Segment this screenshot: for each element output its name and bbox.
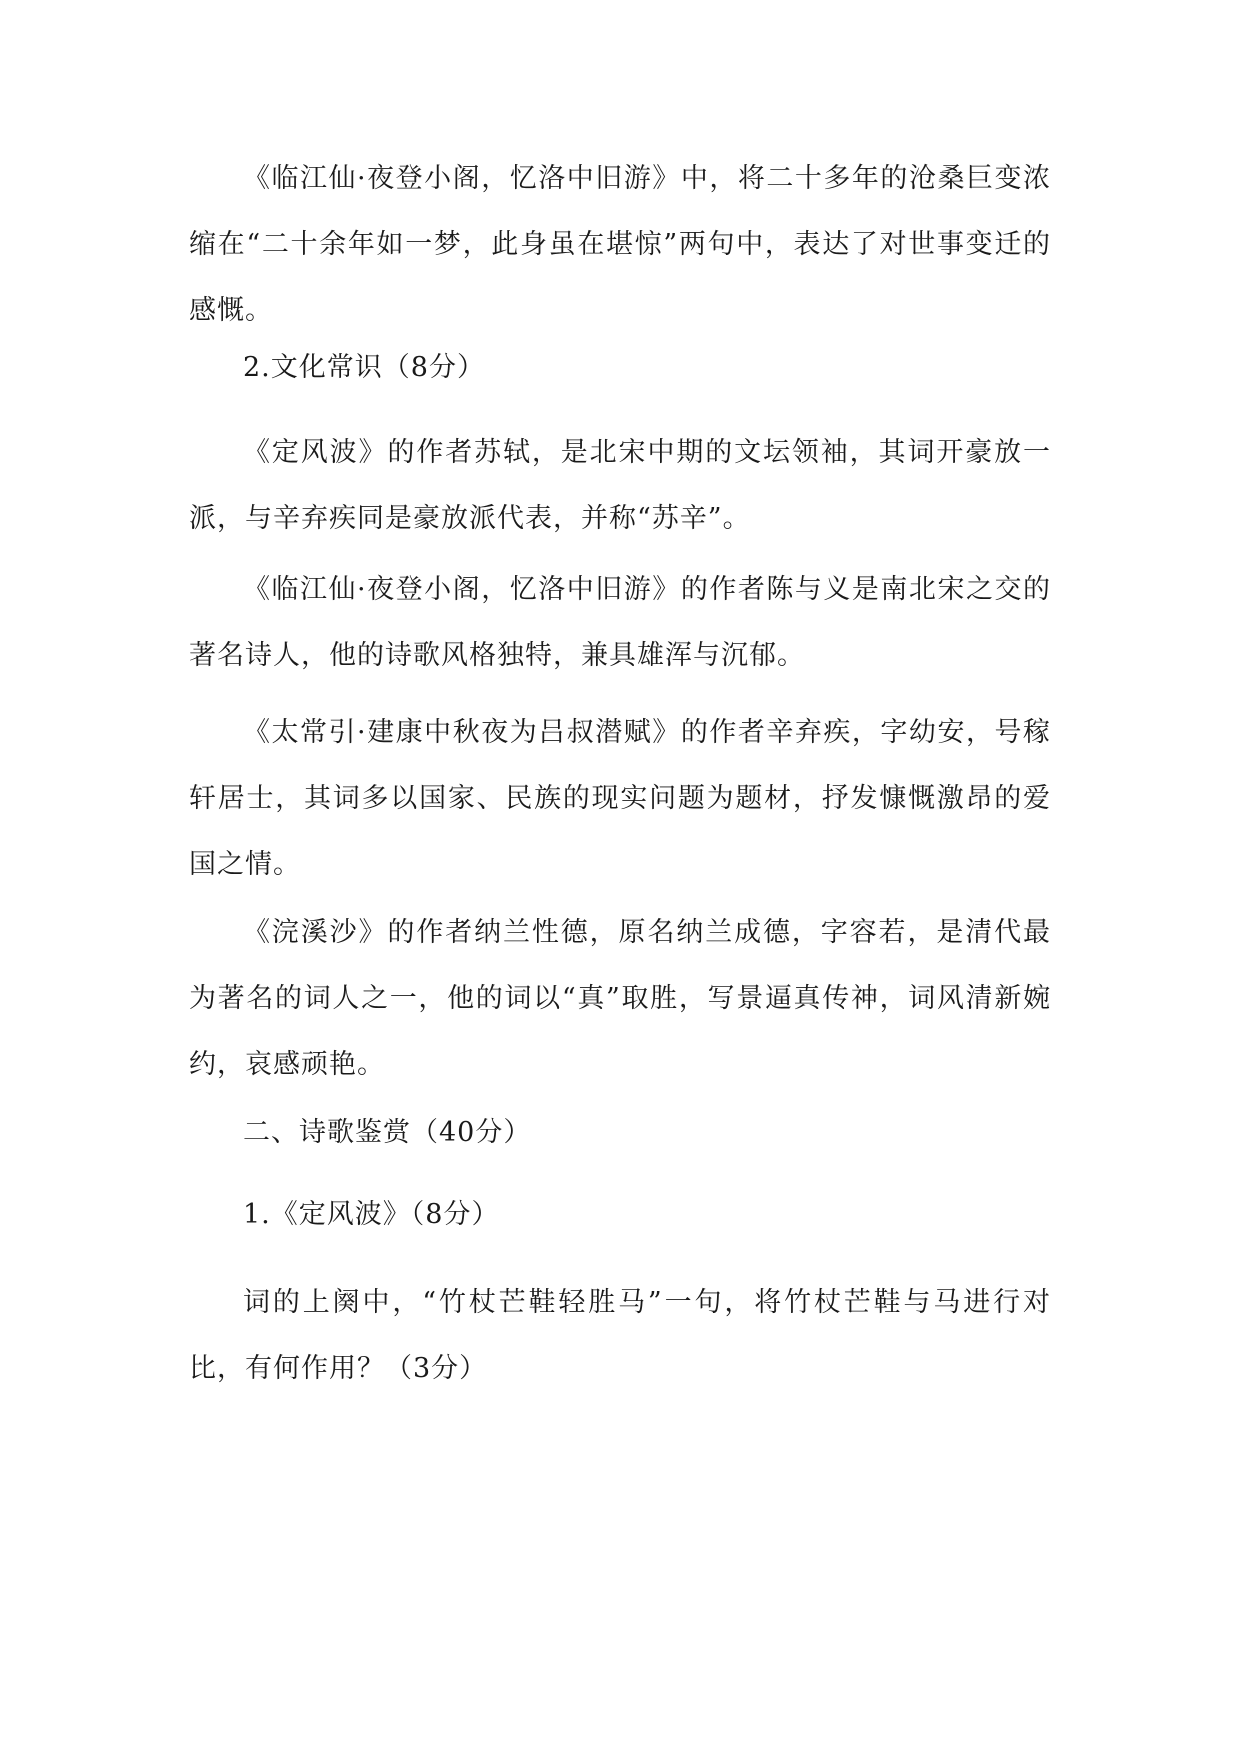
paragraph-nalanxingde-author: 《浣溪沙》的作者纳兰性德，原名纳兰成德，字容若，是清代最为著名的词人之一，他的词以“真”取胜，写景逼真传神，词风清新婉约，哀感顽艳。: [189, 917, 1051, 1080]
paragraph-linjiangxian-summary: 《临江仙·夜登小阁，忆洛中旧游》中，将二十多年的沧桑巨变浓缩在“二十余年如一梦，此身虽在堪惊”两句中，表达了对世事变迁的感慨。: [189, 163, 1051, 326]
heading-dingfengbo-question: 1.《定风波》（8分）: [243, 1199, 500, 1230]
question-bamboo-staff: 词的上阕中，“竹杖芒鞋轻胜马”一句，将竹杖芒鞋与马进行对比，有何作用？（3分）: [189, 1287, 1051, 1384]
paragraph-xinqiji-author: 《太常引·建康中秋夜为吕叔潜赋》的作者辛弃疾，字幼安，号稼轩居士，其词多以国家、民族的现实问题为题材，抒发慷慨激昂的爱国之情。: [189, 717, 1051, 880]
paragraph-dingfengbo-author: 《定风波》的作者苏轼，是北宋中期的文坛领袖，其词开豪放一派，与辛弃疾同是豪放派代表，并称“苏辛”。: [189, 437, 1051, 534]
paragraph-chenyuyi-author: 《临江仙·夜登小阁，忆洛中旧游》的作者陈与义是南北宋之交的著名诗人，他的诗歌风格独特，兼具雄浑与沉郁。: [189, 574, 1051, 671]
heading-poetry-appreciation: 二、诗歌鉴赏（40分）: [243, 1117, 532, 1148]
heading-culture-knowledge: 2.文化常识（8分）: [243, 352, 485, 383]
